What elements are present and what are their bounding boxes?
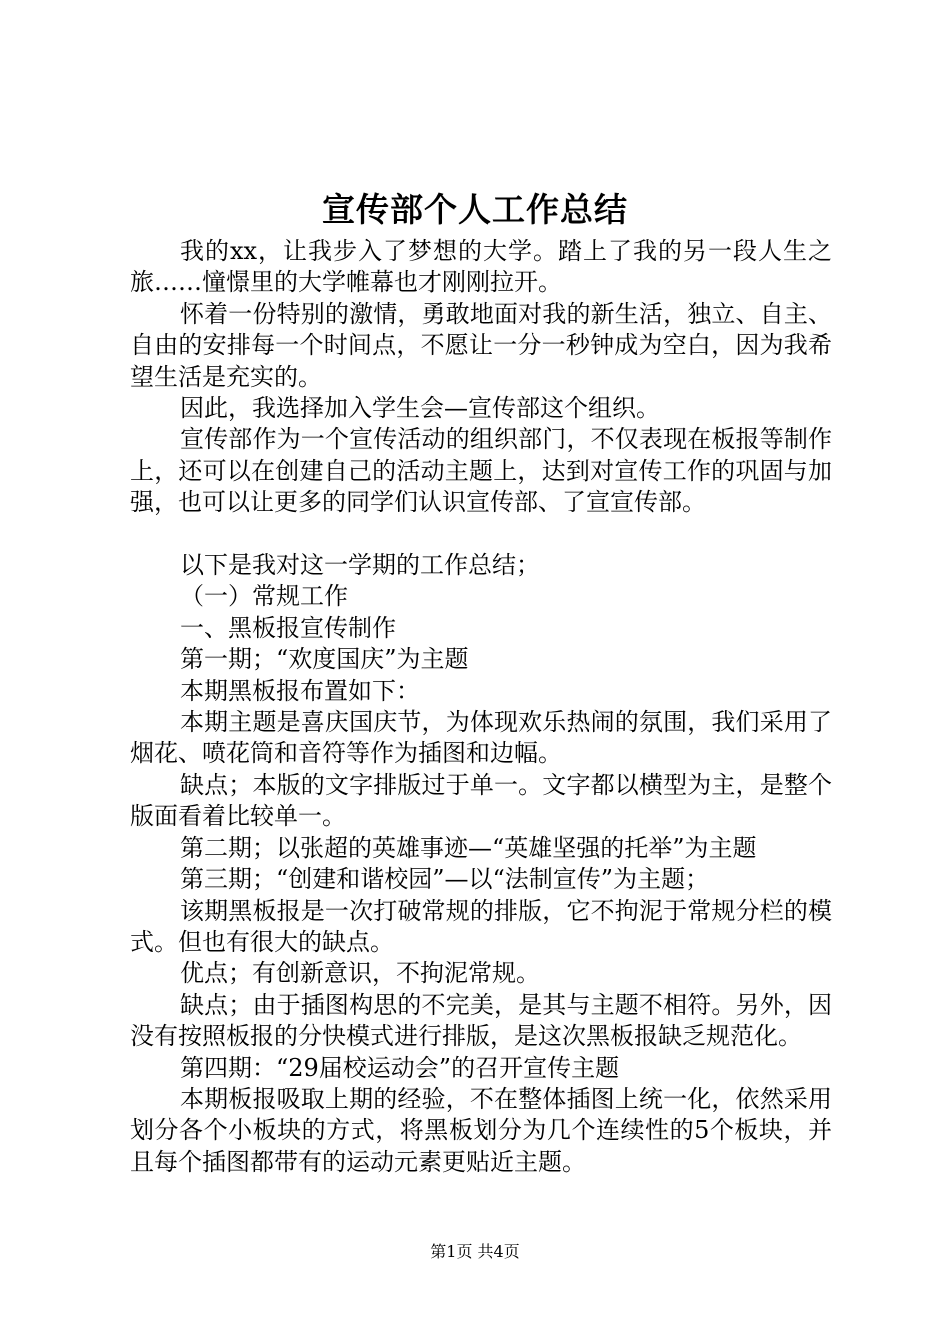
paragraph: 该期黑板报是一次打破常规的排版，它不拘泥于常规分栏的模式。但也有很大的缺点。 (130, 896, 832, 956)
paragraph: 本期黑板报布置如下： (180, 676, 420, 705)
paragraph: 缺点；由于插图构思的不完美，是其与主题不相符。另外，因没有按照板报的分快模式进行排版，是这次黑板报缺乏规范化。 (130, 990, 832, 1051)
paragraph: 本期板报吸取上期的经验，不在整体插图上统一化，依然采用划分各个小板块的方式，将黑板划分为几个连续性的5个板块，并且每个插图都带有的运动元素更贴近主题。 (130, 1084, 832, 1176)
paragraph: 第四期：“29届校运动会”的召开宣传主题 (180, 1053, 620, 1082)
paragraph: 优点；有创新意识，不拘泥常规。 (180, 959, 540, 988)
document-title: 宣传部个人工作总结 (322, 190, 628, 229)
paragraph: 第三期；“创建和谐校园”—以“法制宣传”为主题； (180, 865, 710, 894)
paragraph: 怀着一份特别的激情，勇敢地面对我的新生活，独立、自主、自由的安排每一个时间点，不愿让一分一秒钟成为空白，因为我希望生活是充实的。 (130, 299, 832, 391)
paragraph: 我的xx，让我步入了梦想的大学。踏上了我的另一段人生之旅……憧憬里的大学帷幕也才刚刚拉开。 (130, 237, 832, 297)
paragraph: 宣传部作为一个宣传活动的组织部门，不仅表现在板报等制作上，还可以在创建自己的活动主题上，达到对宣传工作的巩固与加强，也可以让更多的同学们认识宣传部、了宣宣传部。 (130, 425, 832, 517)
subsection-heading: 一、黑板报宣传制作 (180, 613, 396, 642)
document-body (130, 236, 832, 1178)
paragraph: 缺点；本版的文字排版过于单一。文字都以横型为主，是整个版面看着比较单一。 (130, 770, 832, 831)
blank-line (130, 519, 832, 550)
paragraph: 第二期；以张超的英雄事迹—“英雄坚强的托举”为主题 (180, 833, 757, 862)
section-heading: （一）常规工作 (180, 582, 348, 611)
paragraph: 第一期；“欢度国庆”为主题 (180, 645, 469, 674)
page-footer: 第1页 共4页 (430, 1242, 520, 1261)
paragraph: 本期主题是喜庆国庆节，为体现欢乐热闹的氛围，我们采用了烟花、喷花筒和音符等作为插图和边幅。 (130, 708, 832, 768)
paragraph: 以下是我对这一学期的工作总结； (180, 551, 540, 580)
paragraph: 因此，我选择加入学生会—宣传部这个组织。 (180, 394, 660, 423)
